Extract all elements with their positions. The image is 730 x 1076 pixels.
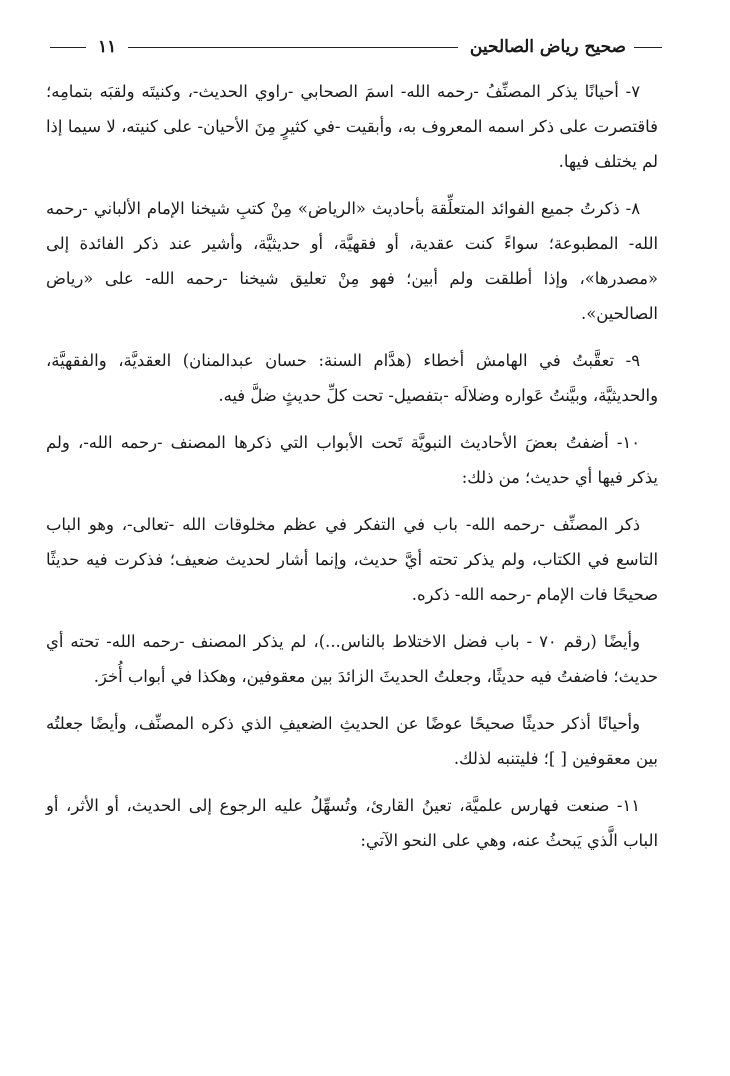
body-text [46,74,658,870]
page-number: ١١ [98,37,117,57]
running-title: صحيح رياض الصالحين [469,37,626,57]
paragraph-item-11: ١١- صنعت فهارس علميَّة، تعينُ القارئ، وتُسهِّلُ عليه الرجوع إلى الحديث، أو الأثر، أو الباب الَّذي يَبحثُ عنه، وهي على النحو الآتي: [46,796,658,850]
header-rule [128,47,458,48]
paragraph-item-9: ٩- تعقَّبتُ في الهامش أخطاء (هدَّام السنة: حسان عبدالمنان) العقديَّة، والفقهيَّة، والحديثيَّة، وبيَّنتُ عَواره وضلالَه -بتفصيل- تحت كلِّ حديثٍ ضلَّ فيه. [46,351,658,405]
paragraph-item-10: ١٠- أضفتُ بعضَ الأحاديث النبويَّة تَحت الأبواب التي ذكرها المصنف -رحمه الله-، ولم يذكر فيها أي حديث؛ من ذلك: [46,433,658,487]
paragraph-example-contemplation: ذكر المصنِّف -رحمه الله- باب في التفكر في عظم مخلوقات الله -تعالى-، وهو الباب التاسع في الكتاب، ولم يذكر تحته أيَّ حديث، وإنما أشار لحديث ضعيف؛ فذكرت فيه حديثًا صحيحًا فات الإمام -رحمه الله- ذكره. [46,515,658,604]
paragraph-replacement-note: وأحيانًا أذكر حديثًا صحيحًا عوضًا عن الحديثِ الضعيفِ الذي ذكره المصنِّف، وأيضًا جعلتُه بين معقوفين [ ]؛ فليتنبه لذلك. [46,714,658,768]
header-rule-lead [634,47,662,48]
paragraph-example-mixing: وأيضًا (رقم ٧٠ - باب فضل الاختلاط بالناس...)، لم يذكر المصنف -رحمه الله- تحته أي حديث؛ فاضفتُ فيه حديثًا، وجعلتُ الحديثَ الزائدَ بين معقوفين، وهكذا في أبواب أُخرَ. [46,632,658,686]
header-rule-tail [50,47,86,48]
page-header [50,34,662,60]
paragraph-item-7: ٧- أحيانًا يذكر المصنِّفُ -رحمه الله- اسمَ الصحابي -راوي الحديث-، وكنيتَه ولقبَه بتمامِه؛ فاقتصرت على ذكر اسمه المعروف به، وأبقيت -في كثيرٍ مِنَ الأحيان- على كنيته، لا سيما إذا لم يختلف فيها. [46,82,658,171]
paragraph-item-8: ٨- ذكرتُ جميع الفوائد المتعلِّقة بأحاديث «الرياض» مِنْ كتبِ شيخنا الإمام الألباني -رحمه الله- المطبوعة؛ سواءً كنت عقدية، أو فقهيَّة، أو حديثيَّة، وأشير عند ذكر الفائدة إلى «مصدرها»، وإذا أطلقت ولم أبين؛ فهو مِنْ تعليق شيخنا -رحمه الله- على «رياض الصالحين». [46,199,658,323]
